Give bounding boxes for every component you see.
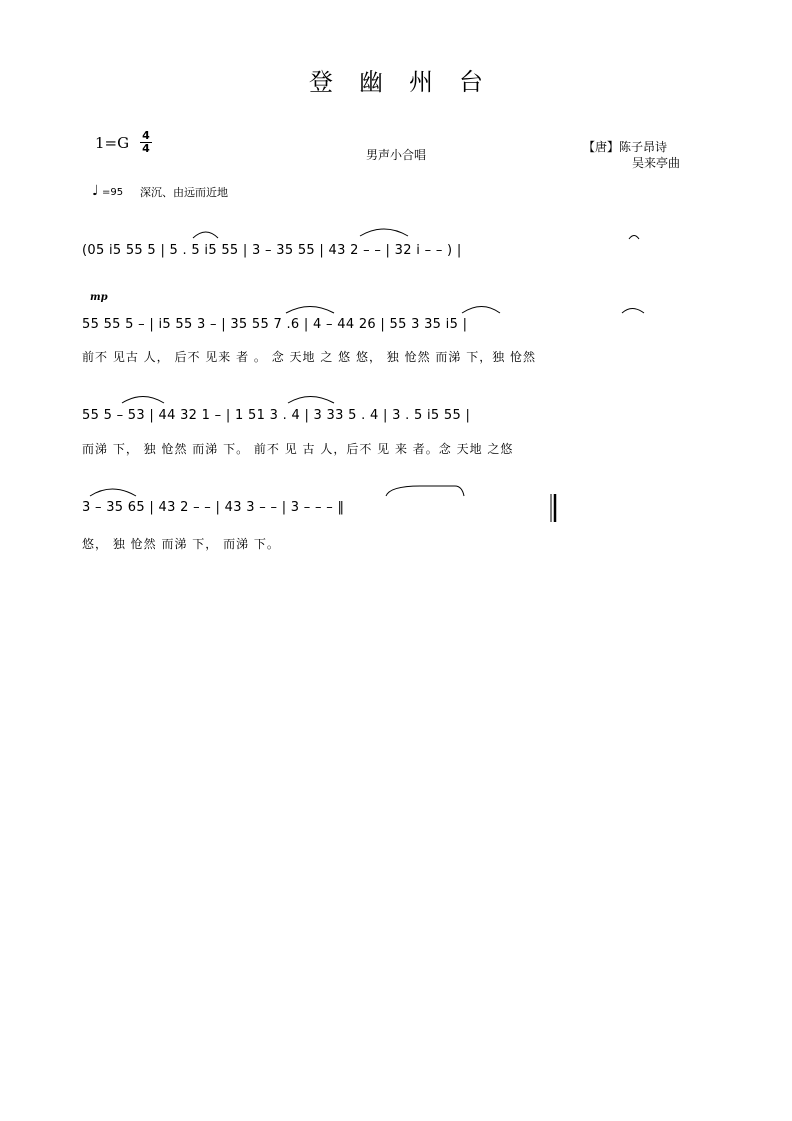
meter-top: 4 [140,130,152,143]
quarter-note-icon: ♩ [92,183,99,199]
tempo-marking: =95 [102,187,124,198]
score-line-2-notes: 55 55 5 – | i5 55 3 – | 35 55 7 .6 | 4 – 44 26 | 55 3 35 i5 | [82,317,468,332]
expression-marking: 深沉、由远而近地 [140,186,228,199]
score-line-4-notes: 3 – 35 65 | 43 2 – – | 43 3 – – | 3 – – – ‖ [82,500,345,515]
song-title: 登幽州台 [309,68,509,96]
slur-mark [286,307,334,314]
slur-mark [386,486,464,496]
slur-mark [122,397,164,404]
score-line-2-lyrics: 前不 见古 人， 后不 见来 者 。 念 天地 之 悠 悠， 独 怆然 而涕 下，独 怆然 [82,350,537,364]
composer-credit: 吴来亭曲 [632,156,681,170]
slur-mark [462,307,500,314]
poet-credit: 【唐】陈子昂诗 [583,140,668,154]
slur-mark [288,397,334,404]
slur-mark [622,309,644,314]
dynamic-marking: mp [90,292,108,303]
fermata-icon [629,236,639,240]
meter-bottom: 4 [142,142,150,155]
key-signature: 1=G [95,134,130,152]
slur-mark [193,232,218,238]
slur-mark [360,229,408,236]
slur-mark [90,489,136,496]
score-line-1-notes: (05 i5 55 5 | 5 . 5 i5 55 | 3 – 35 55 | 43 2 – – | 32 i – – ) | [82,243,462,258]
score-line-4-lyrics: 悠， 独 怆然 而涕 下， 而涕 下。 [82,537,280,551]
score-line-3-lyrics: 而涕 下， 独 怆然 而涕 下。 前不 见 古 人，后不 见 来 者。念 天地 之悠 [82,442,514,456]
voicing-label: 男声小合唱 [366,148,427,162]
score-line-3-notes: 55 5 – 53 | 44 32 1 – | 1 51 3 . 4 | 3 33 5 . 4 | 3 . 5 i5 55 | [82,408,471,423]
